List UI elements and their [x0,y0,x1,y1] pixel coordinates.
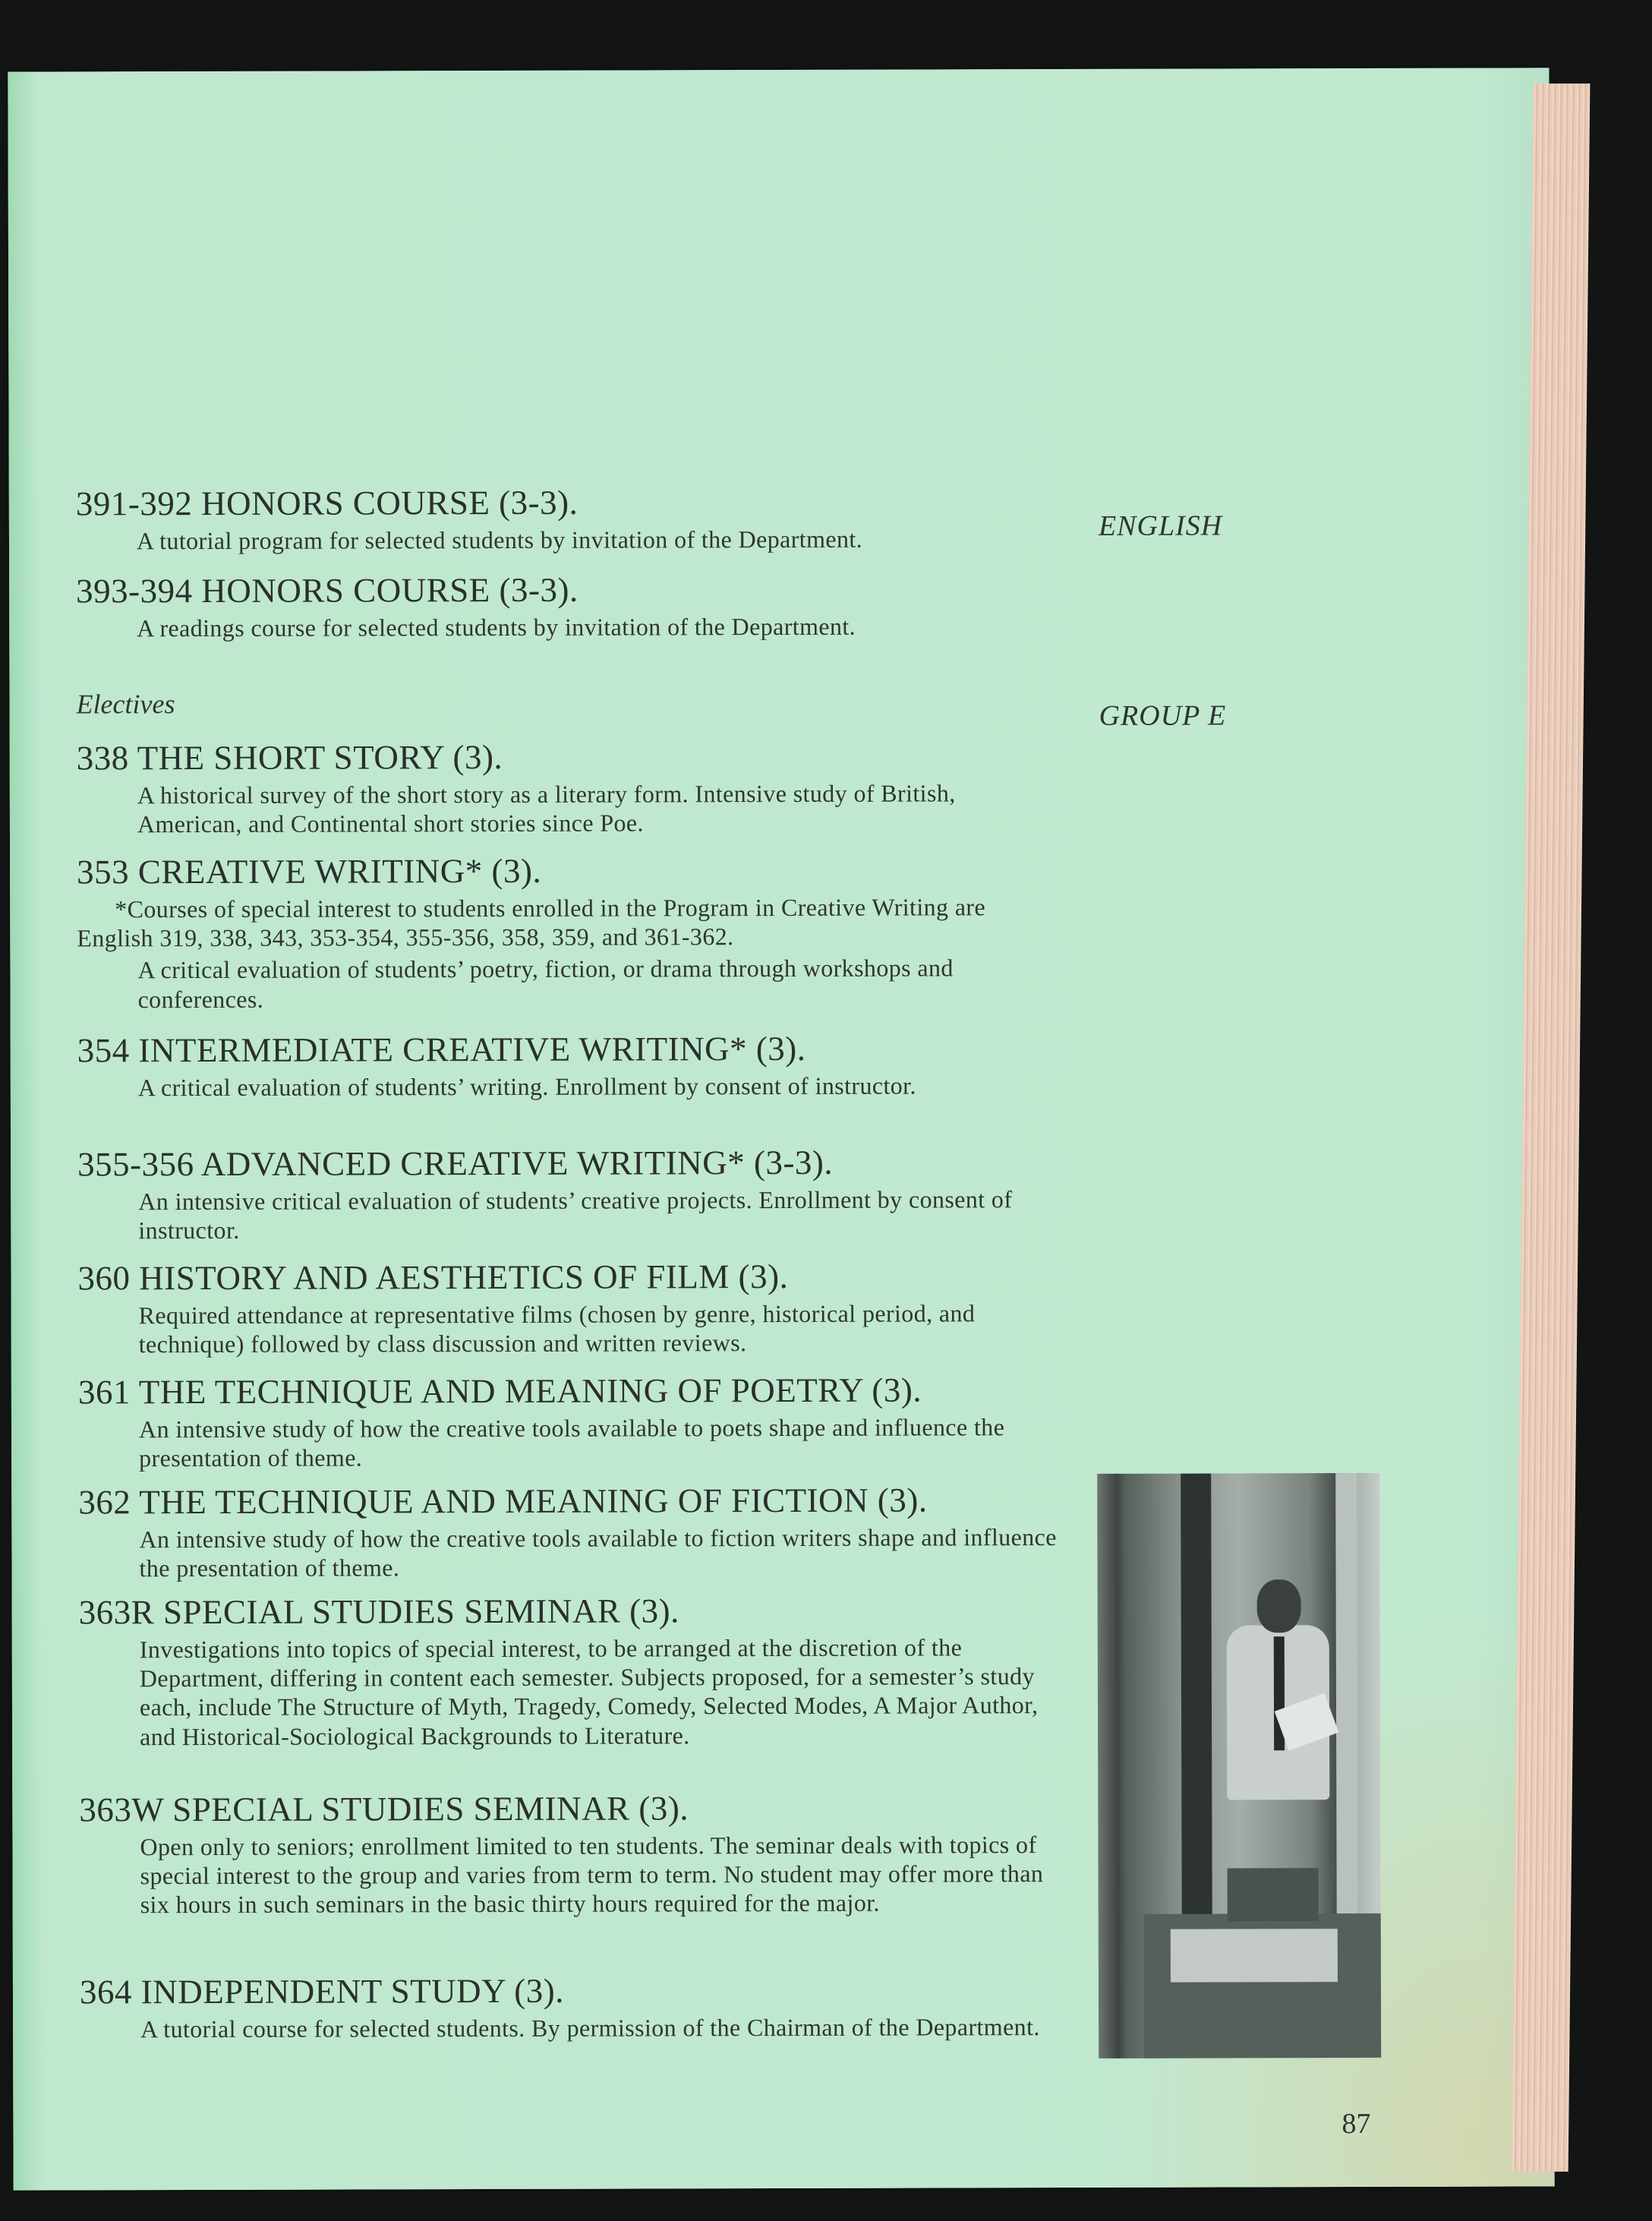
course-description: A tutorial program for selected students by invitation of the Department. [136,525,863,554]
course-entry [78,1481,1065,1583]
course-entry [79,1789,1066,1920]
course-entry [80,1971,1067,2043]
catalog-page [8,68,1554,2190]
course-entry [79,1592,1067,1751]
course-entry [77,1144,1064,1245]
course-description: An intensive critical evaluation of students’ creative projects. Enrollment by consent of instructor. [138,1185,1013,1245]
course-footnote: *Courses of special interest to students enrolled in the Program in Creative Writing are English 319, 338, 343, 353-354, 355-356, 358, 359, and 361-362. [77,892,986,952]
photo-person-head [1257,1579,1301,1633]
course-entry [77,737,1064,839]
student-reading-photo [1097,1473,1381,2059]
course-heading: 393-394 HONORS COURSE (3-3). [76,570,579,610]
course-entry [78,1371,1065,1473]
course-heading: 364 INDEPENDENT STUDY (3). [79,1971,564,2011]
course-heading: 355-356 ADVANCED CREATIVE WRITING* (3-3). [77,1143,834,1184]
course-entry [76,483,1063,555]
course-heading: 361 THE TECHNIQUE AND MEANING OF POETRY (3). [77,1371,922,1412]
course-description: A tutorial course for selected students. By permission of the Chairman of the Department. [140,2012,1040,2043]
course-heading: 354 INTERMEDIATE CREATIVE WRITING* (3). [77,1029,806,1070]
course-description: Open only to seniors; enrollment limited to ten students. The seminar deals with topics of special interest to the group and varies from term to term. No student may offer more than six hours in such seminars in the basic thirty hours required for the major. [140,1830,1044,1919]
section-label-electives: Electives [76,689,175,720]
group-label: GROUP E [1099,699,1227,732]
course-description: Investigations into topics of special interest, to be arranged at the discretion of the Department, differing in content each semester. Subjects proposed, for a semester’s study each, include The Structure of Myth, Tragedy, Comedy, Selected Modes, A Major Author, and Historical-Sociological Backgrounds to Literature. [139,1633,1039,1750]
course-heading: 338 THE SHORT STORY (3). [76,737,503,778]
department-label: ENGLISH [1098,510,1223,542]
course-entry [77,1030,1064,1102]
course-heading: 362 THE TECHNIQUE AND MEANING OF FICTION (3). [78,1481,928,1522]
course-entry [76,570,1063,642]
course-description: An intensive study of how the creative tools available to poets shape and influence the presentation of theme. [138,1412,1005,1472]
photo-books [1228,1868,1319,1921]
course-description: A readings course for selected students by invitation of the Department. [137,612,856,642]
course-description: Required attendance at representative films (chosen by genre, historical period, and technique) followed by class discussion and written reviews. [138,1298,976,1358]
course-description: A critical evaluation of students’ poetry, fiction, or drama through workshops and conferences. [137,954,954,1013]
course-description: A historical survey of the short story as a literary form. Intensive study of British, American, and Continental short stories since Poe. [137,778,956,838]
course-heading: 363R SPECIAL STUDIES SEMINAR (3). [78,1592,679,1632]
course-heading: 363W SPECIAL STUDIES SEMINAR (3). [79,1789,689,1829]
course-entry [77,1257,1064,1359]
course-description: An intensive study of how the creative tools available to fiction writers shape and influence the presentation of theme. [139,1522,1057,1582]
course-entry [77,851,1064,1014]
course-heading: 360 HISTORY AND AESTHETICS OF FILM (3). [77,1257,789,1298]
course-description: A critical evaluation of students’ writing. Enrollment by consent of instructor. [137,1071,916,1101]
photo-desk-papers [1171,1929,1338,1983]
course-heading: 391-392 HONORS COURSE (3-3). [75,483,579,523]
course-heading: 353 CREATIVE WRITING* (3). [77,851,542,891]
page-number: 87 [1341,2107,1371,2141]
